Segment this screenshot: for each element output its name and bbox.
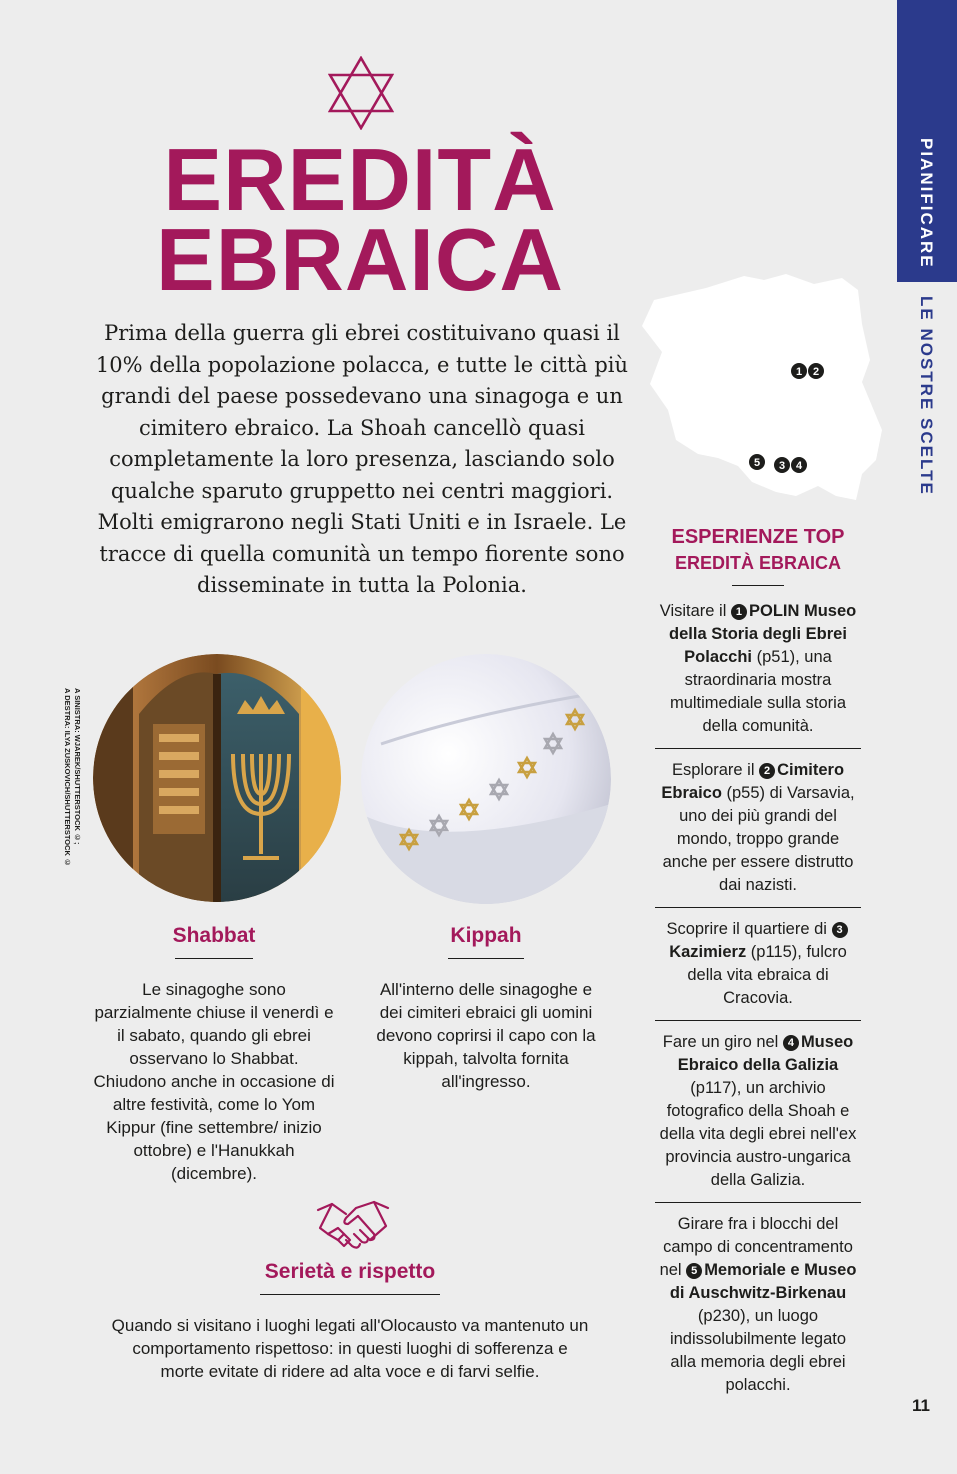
list-item: Esplorare il 2 Cimitero Ebraico (p55) di Varsavia, uno dei più grandi del mondo, troppo grande anche per essere distrutto dai nazisti. <box>655 748 861 907</box>
list-item: Fare un giro nel 4 Museo Ebraico della Galizia (p117), un archivio fotografico della Shoah e della vita degli ebrei nell'ex provincia austro-ungarica della Galizia. <box>655 1020 861 1202</box>
list-item: Scoprire il quartiere di 3Kazimierz (p115), fulcro della vita ebraica di Cracovia. <box>655 907 861 1020</box>
map-marker-4: 4 <box>795 460 803 472</box>
shabbat-body: Le sinagoghe sono parzialmente chiuse il venerdì e il sabato, quando gli ebrei osservano lo Shabbat. Chiudono anche in occasione di altre festività, come lo Yom Kippur (fine settembre/ inizio ottobre) e l'Hanukkah (dicembre). <box>93 980 335 1183</box>
top-heading-line-2: EREDITÀ EBRAICA <box>674 553 841 573</box>
title-line-1: EREDITÀ <box>163 130 557 229</box>
page-number: 11 <box>912 1396 930 1415</box>
shabbat-divider <box>175 958 253 959</box>
top-experiences-list <box>655 600 861 1407</box>
shabbat-title: Shabbat <box>172 924 256 947</box>
serieta-title: Serietà e rispetto <box>264 1260 436 1283</box>
top-experiences-heading <box>655 524 861 576</box>
section-label: PIANIFICARE <box>917 138 936 269</box>
serieta-body: Quando si visitano i luoghi legati all'Olocausto va mantenuto un comportamento rispettoso: in questi luoghi di sofferenza e morte evitate di ridere ad alta voce e di farvi selfie. <box>111 1316 589 1381</box>
serieta-divider <box>260 1294 440 1295</box>
list-item: Girare fra i blocchi del campo di concentramento nel 5 Memoriale e Museo di Auschwitz-Birkenau (p230), un luogo indissolubilmente legato alla memoria degli ebrei polacchi. <box>655 1202 861 1407</box>
place-name: Museo Ebraico della Galizia <box>677 1033 854 1074</box>
number-badge-icon: 1 <box>731 604 747 620</box>
map-marker-1: 1 <box>795 366 803 378</box>
number-badge-icon: 4 <box>783 1035 799 1051</box>
heading-divider <box>732 585 784 586</box>
map-marker-5: 5 <box>753 457 761 469</box>
subsection-label: LE NOSTRE SCELTE <box>917 296 936 496</box>
title-line-2: EBRAICA <box>156 210 564 309</box>
map-marker-3: 3 <box>778 460 786 472</box>
top-heading-line-1: ESPERIENZE TOP <box>671 526 845 548</box>
place-name: Memoriale e Museo di Auschwitz-Birkenau <box>669 1261 857 1302</box>
poland-map <box>636 270 892 520</box>
intro-paragraph: Prima della guerra gli ebrei costituivano quasi il 10% della popolazione polacca, e tutte le città più grandi del paese possedevano una sinagoga e un cimitero ebraico. La Shoah cancellò quasi completamente la loro presenza, lasciando solo qualche sparuto gruppetto nei centri maggiori. Molti emigrarono negli Stati Uniti e in Israele. Le tracce di quella comunità un tempo fiorente sono disseminate in tutta la Polonia. <box>95 321 629 597</box>
handshake-icon <box>316 1194 390 1254</box>
kippah-title: Kippah <box>450 924 522 947</box>
list-item: Visitare il 1 POLIN Museo della Storia degli Ebrei Polacchi (p51), una straordinaria mostra multimediale sulla storia della comunità. <box>659 602 857 735</box>
photo-credit: A SINISTRA: WJAREK/SHUTTERSTOCK ©; A DESTRA: ILYA ZUSKOVICH/SHUTTERSTOCK © <box>63 688 82 868</box>
map-marker-2: 2 <box>812 366 820 378</box>
number-badge-icon: 2 <box>759 763 775 779</box>
place-name: POLIN Museo della Storia degli Ebrei Polacchi <box>669 602 857 666</box>
number-badge-icon: 5 <box>686 1263 702 1279</box>
star-of-david-icon <box>328 56 394 130</box>
kippah-photo <box>361 654 611 904</box>
place-name: Cimitero Ebraico <box>661 761 845 802</box>
page-title <box>120 130 600 309</box>
torah-ark-photo <box>93 654 341 902</box>
kippah-body: All'interno delle sinagoghe e dei cimiteri ebraici gli uomini devono coprirsi il capo con la kippah, talvolta fornita all'ingresso. <box>376 980 596 1091</box>
kippah-divider <box>448 958 524 959</box>
number-badge-icon: 3 <box>832 922 848 938</box>
place-name: Kazimierz <box>669 943 747 961</box>
